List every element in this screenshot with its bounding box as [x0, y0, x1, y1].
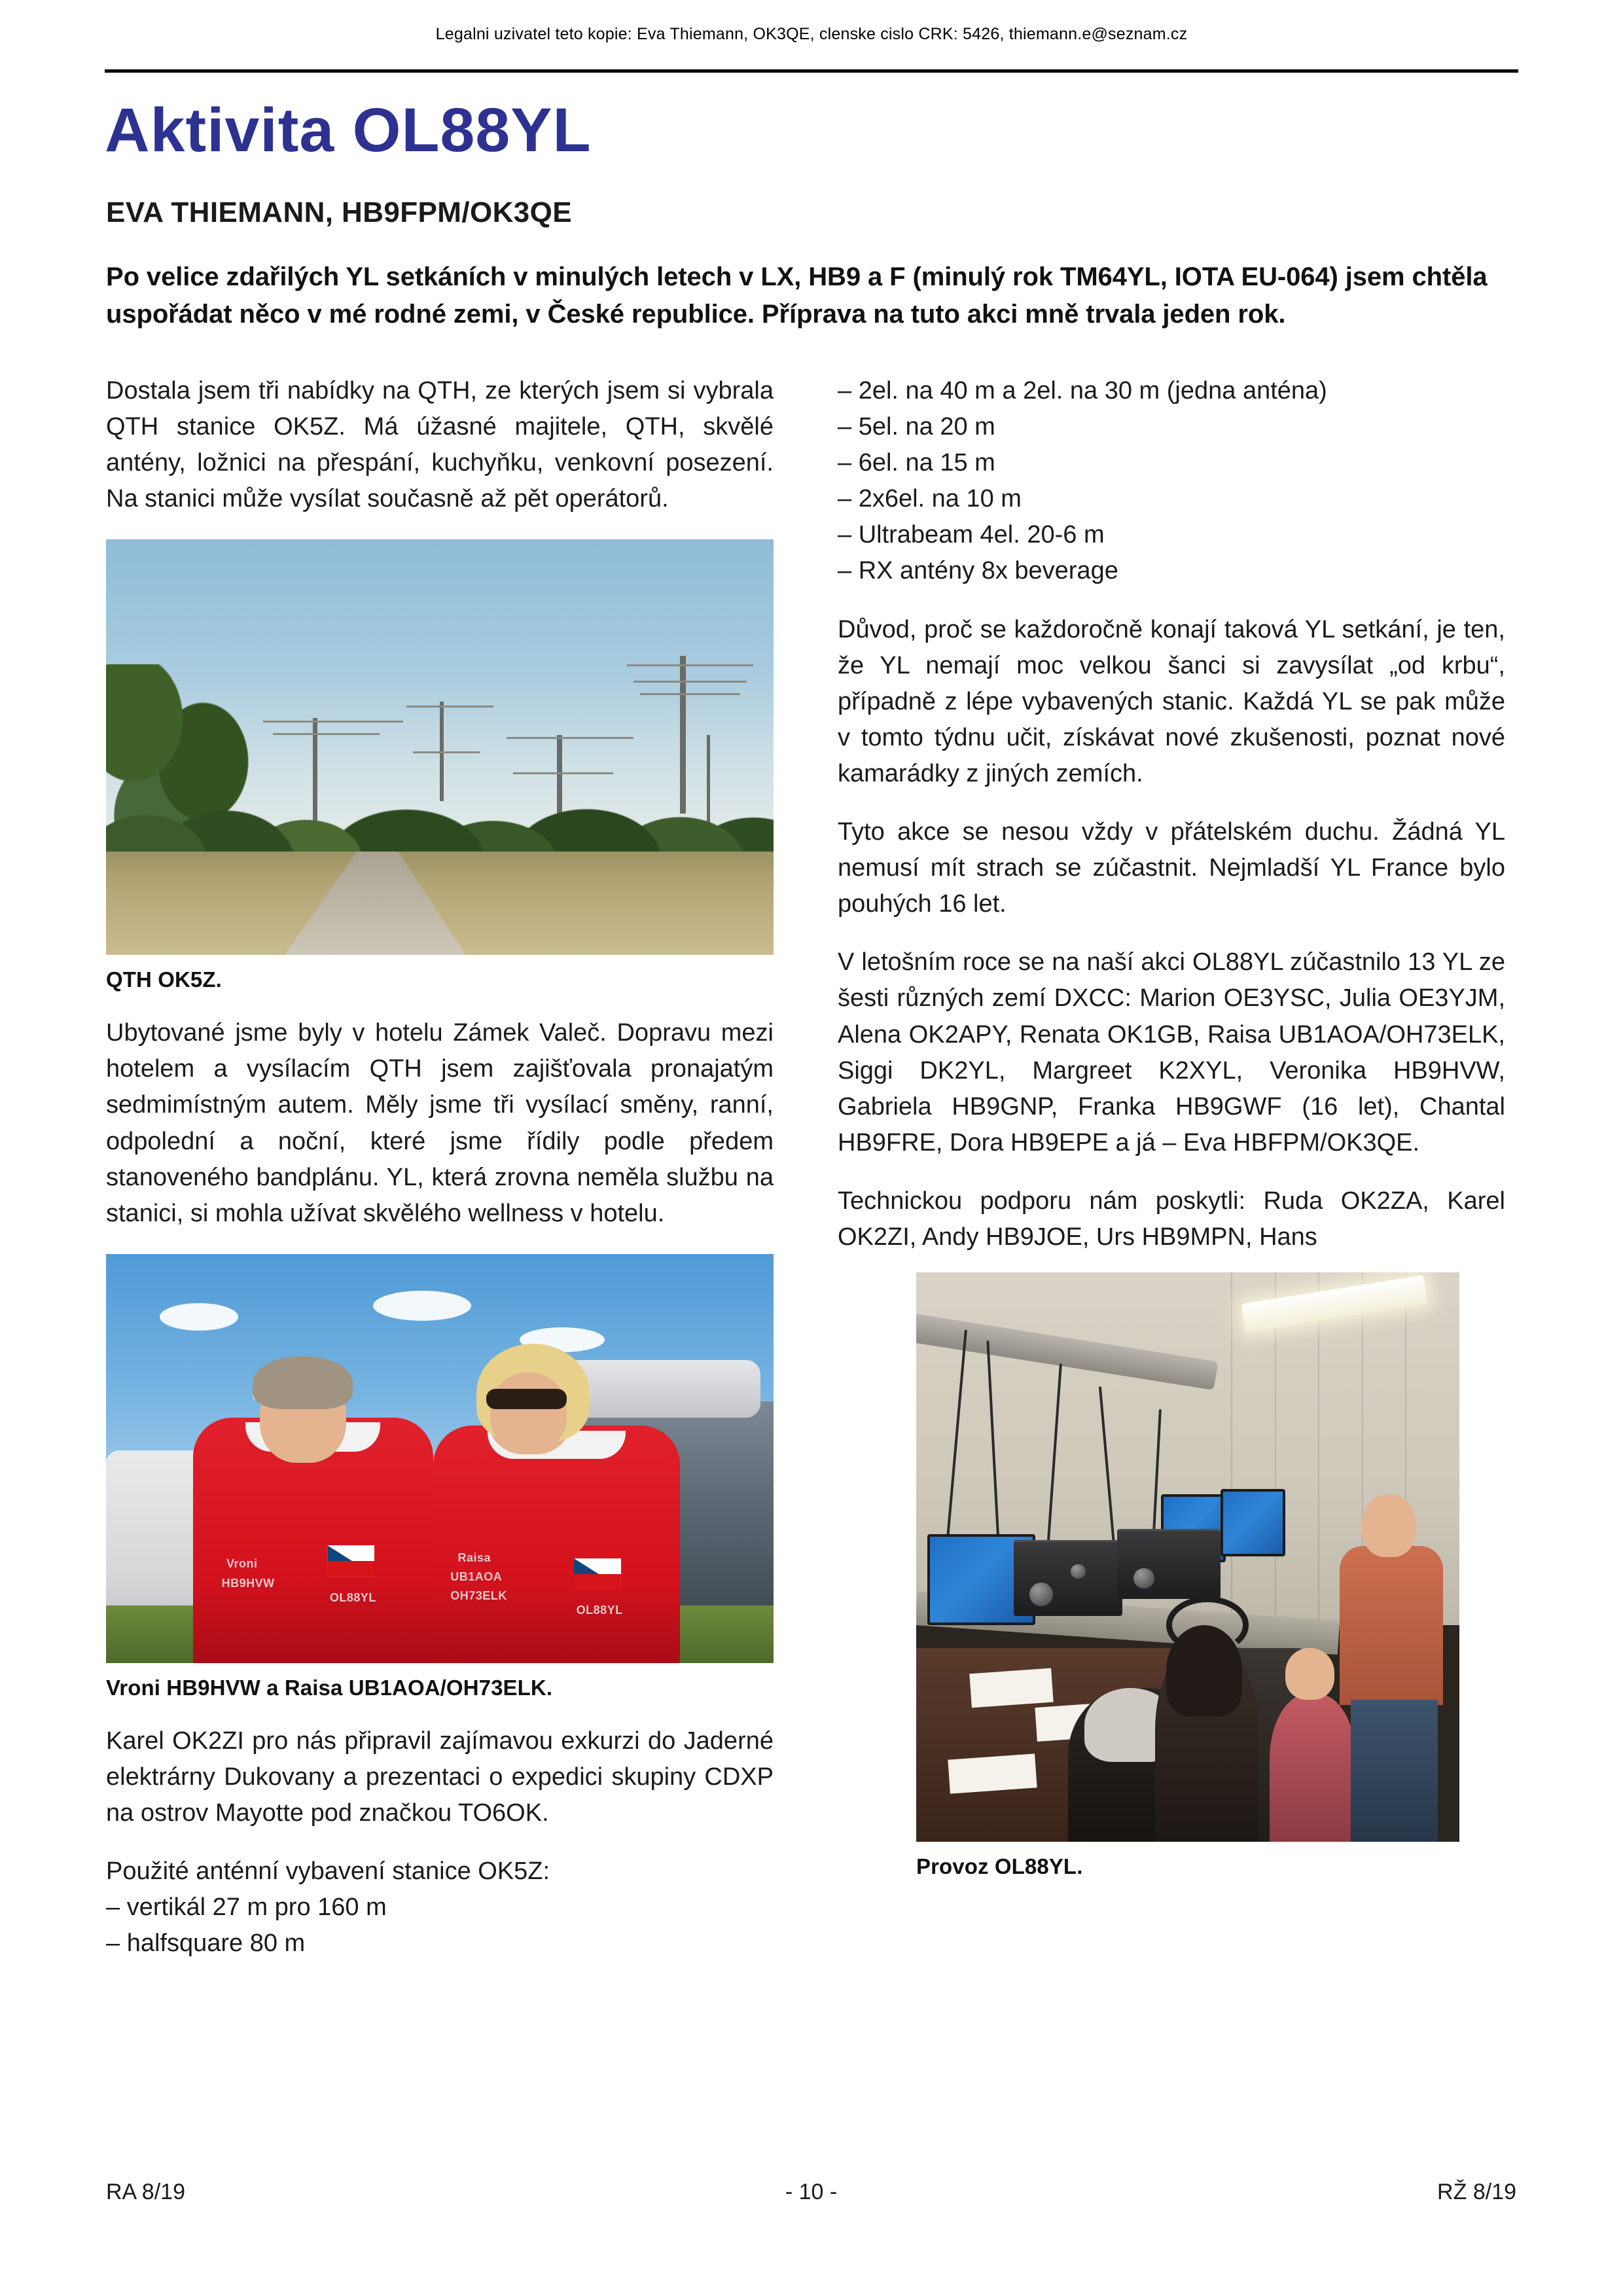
- photo-antenna-field: [106, 539, 774, 955]
- right-paragraph-1: Důvod, proč se každoročně konají taková YL setkání, je ten, že YL nemají moc velkou šanci si zavysílat „od krbu“, případně z lépe vybavených stanic. Každá YL se pak může v tomto týdnu učit, získávat nové zkušenosti, poznat nové kamarádky z jiných zemích.: [838, 615, 1505, 787]
- figure-caption-qth: QTH OK5Z.: [106, 967, 222, 992]
- antenna-item-right-4: – Ultrabeam 4el. 20-6 m: [838, 521, 1105, 549]
- photo2-raisa-sunglasses: [486, 1389, 566, 1409]
- photo3-standing-man-jeans: [1351, 1700, 1438, 1842]
- figure-caption-vroni-raisa: Vroni HB9HVW a Raisa UB1AOA/OH73ELK.: [106, 1675, 553, 1700]
- right-column: [838, 373, 1505, 1902]
- footer-page-number: - 10 -: [785, 2179, 838, 2204]
- antenna-equipment-intro: Použité anténní vybavení stanice OK5Z:: [106, 1857, 550, 1885]
- photo2-vroni-flag-patch: [327, 1545, 374, 1577]
- photo1-boom-2a: [406, 706, 493, 708]
- photo2-raisa-face: [490, 1372, 567, 1450]
- article-byline: EVA THIEMANN, HB9FPM/OK3QE: [106, 196, 573, 228]
- left-paragraph-3: Karel OK2ZI pro nás připravil zajímavou exkurzi do Jaderné elektrárny Dukovany a prezentaci o expedici skupiny CDXP na ostrov Mayotte pod značkou TO6OK.: [106, 1727, 774, 1827]
- photo3-standing-man-head: [1362, 1494, 1416, 1557]
- left-paragraph-2: Ubytované jsme byly v hotelu Zámek Valeč. Dopravu mezi hotelem a vysílacím QTH jsem zajišťovala pronajatým sedmimístným autem. Měly jsme tři vysílací směny, ranní, odpolední a noční, které jsme řídily podle předem stanoveného bandplánu. YL, která zrovna neměla službu na stanici, si mohla užívat skvělého wellness v hotelu.: [106, 1019, 774, 1227]
- figure-caption-provoz: Provoz OL88YL.: [916, 1854, 1083, 1879]
- photo3-transceiver-2: [1117, 1529, 1221, 1599]
- antenna-item-right-3: – 2x6el. na 10 m: [838, 485, 1022, 513]
- photo2-roof-box: [560, 1360, 760, 1418]
- photo-radio-shack: [916, 1272, 1459, 1842]
- photo1-boom-4c: [640, 693, 740, 695]
- photo2-cloud-1: [160, 1303, 238, 1331]
- right-paragraph-3: V letošním roce se na naší akci OL88YL zúčastnilo 13 YL ze šesti různých zemí DXCC: Marion OE3YSC, Julia OE3YJM, Alena OK2APY, Renata OK1GB, Raisa UB1AOA/OH73ELK, Siggi DK2YL, Margreet K2XYL, Veronika HB9HVW, Gabriela HB9GNP, Franka HB9GWF (16 let), Chantal HB9FRE, Dora HB9EPE a já – Eva HBFPM/OK3QE.: [838, 948, 1505, 1157]
- photo3-vfo-knob-2: [1133, 1568, 1154, 1588]
- left-paragraph-1: Dostala jsem tři nabídky na QTH, ze kterých jsem si vybrala QTH stanice OK5Z. Má úžasné majitele, QTH, skvělé antény, ložnici na přespání, kuchyňku, venkovní posezení. Na stanici může vysílat současně až pět operátorů.: [106, 377, 774, 513]
- footer-left: RA 8/19: [106, 2179, 185, 2204]
- photo3-operator-far-head: [1285, 1648, 1334, 1699]
- photo2-cloud-2: [373, 1291, 471, 1321]
- photo2-raisa-callsign-1: UB1AOA: [450, 1570, 503, 1583]
- page-footer: [106, 2179, 1516, 2205]
- right-paragraph-2: Tyto akce se nesou vždy v přátelském duchu. Žádná YL nemusí mít strach se zúčastnit. Nejmladší YL France bylo pouhých 16 let.: [838, 818, 1505, 918]
- figure-vroni-raisa: [106, 1254, 774, 1704]
- photo3-aux-knob-1: [1071, 1564, 1086, 1579]
- article-lead-paragraph: Po velice zdařilých YL setkáních v minulých letech v LX, HB9 a F (minulý rok TM64YL, IOTA EU-064) jsem chtěla uspořádat něco v mé rodné zemi, v České republice. Příprava na tuto akci mně trvala jeden rok.: [106, 262, 1488, 329]
- figure-qth-ok5z: [106, 539, 774, 996]
- photo2-raisa-name: Raisa: [457, 1551, 491, 1564]
- photo3-transceiver-1: [1014, 1540, 1122, 1616]
- photo1-boom-4b: [633, 681, 747, 683]
- photo2-raisa-flag-patch: [574, 1558, 621, 1590]
- footer-right: RŽ 8/19: [1437, 2179, 1516, 2204]
- photo3-operator-far: [1270, 1694, 1357, 1842]
- antenna-item-right-5: – RX antény 8x beverage: [838, 557, 1118, 585]
- antenna-item-left-0: – vertikál 27 m pro 160 m: [106, 1893, 387, 1921]
- photo3-monitor-right: [1221, 1489, 1285, 1557]
- photo2-person-raisa: [433, 1426, 680, 1663]
- photo2-vroni-hair: [253, 1356, 353, 1409]
- photo1-boom-4a: [627, 664, 754, 666]
- antenna-item-right-1: – 5el. na 20 m: [838, 413, 995, 441]
- photo2-raisa-event: OL88YL: [576, 1603, 623, 1617]
- photo2-raisa-shirt: [433, 1426, 680, 1663]
- photo2-raisa-flag-triangle: [574, 1558, 599, 1590]
- photo3-vfo-knob-1: [1029, 1583, 1054, 1606]
- left-column: [106, 373, 774, 1962]
- photo3-headphones: [1166, 1596, 1249, 1654]
- page-title: Aktivita OL88YL: [105, 96, 592, 165]
- photo3-logsheet-3: [948, 1753, 1037, 1793]
- photo3-logsheet-1: [969, 1668, 1053, 1708]
- photo3-standing-man-shirt: [1340, 1546, 1443, 1706]
- antenna-item-right-2: – 6el. na 15 m: [838, 449, 995, 477]
- right-paragraph-4: Technickou podporu nám poskytli: Ruda OK2ZA, Karel OK2ZI, Andy HB9JOE, Urs HB9MPN, Hans: [838, 1187, 1505, 1251]
- antenna-item-left-1: – halfsquare 80 m: [106, 1929, 306, 1958]
- photo2-vroni-callsign: HB9HVW: [221, 1576, 275, 1590]
- photo2-vroni-flag-triangle: [327, 1545, 352, 1577]
- photo-two-yls: [106, 1254, 774, 1663]
- copy-owner-watermark: Legalni uzivatel teto kopie: Eva Thiemann, OK3QE, clenske cislo CRK: 5426, thiemann.e@seznam.cz: [435, 25, 1188, 43]
- header-rule: [105, 69, 1518, 73]
- photo2-raisa-callsign-2: OH73ELK: [450, 1588, 507, 1602]
- photo3-screen-right: [1223, 1492, 1283, 1554]
- figure-provoz-ol88yl: [916, 1272, 1505, 1882]
- photo1-treeline: [106, 718, 774, 859]
- photo2-vroni-name: Vroni: [226, 1556, 258, 1570]
- photo2-vroni-event: OL88YL: [329, 1591, 376, 1605]
- antenna-item-right-0: – 2el. na 40 m a 2el. na 30 m (jedna anténa): [838, 377, 1327, 404]
